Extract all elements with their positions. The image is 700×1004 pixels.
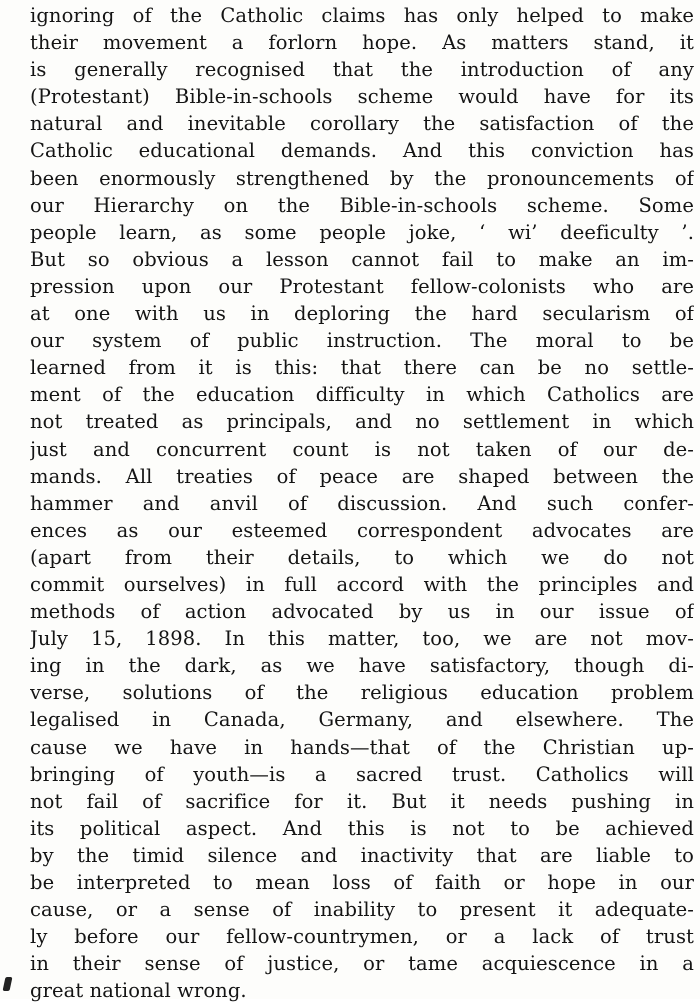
article-line: been enormously strengthened by the pronouncements of [30, 166, 694, 190]
article-line: verse, solutions of the religious education problem [30, 681, 694, 705]
article-line: great national wrong. [30, 979, 247, 1003]
article-line: ment of the education difficulty in which Catholics are [30, 383, 694, 407]
article-line: be interpreted to mean loss of faith or hope in our [30, 871, 694, 894]
article-line: commit ourselves) in full accord with the principles and [30, 572, 694, 596]
article-line: ences as our esteemed correspondent advocates are [30, 518, 694, 542]
article-line: its political aspect. And this is not to be achieved [30, 816, 694, 840]
article-line: their movement a forlorn hope. As matters stand, it [30, 31, 694, 55]
article-line: just and concurrent count is not taken of our de- [30, 437, 694, 461]
article-line: in their sense of justice, or tame acquiescence in a [30, 952, 694, 976]
article-line: ignoring of the Catholic claims has only helped to make [30, 4, 694, 27]
article-line: ing in the dark, as we have satisfactory, though di- [30, 654, 694, 678]
article-line: July 15, 1898. In this matter, too, we are not mov- [30, 627, 694, 651]
article-line: learned from it is this: that there can be no settle- [30, 356, 694, 380]
article-line: bringing of youth—is a sacred trust. Catholics will [30, 762, 694, 786]
article-line: (apart from their details, to which we do not [30, 545, 694, 569]
article-line: (Protestant) Bible-in-schools scheme would have for its [30, 85, 694, 109]
article-line: our system of public instruction. The moral to be [30, 329, 694, 353]
print-mark-icon [3, 977, 13, 991]
article-line: cause, or a sense of inability to present it adequate- [30, 898, 694, 922]
article-line: at one with us in deploring the hard secularism of [30, 302, 694, 326]
article-line: people learn, as some people joke, ‘ wi’ deeficulty ’. [30, 220, 694, 244]
article-line: pression upon our Protestant fellow-colonists who are [30, 274, 694, 298]
article-line: cause we have in hands—that of the Christian up- [30, 735, 694, 759]
article-line: legalised in Canada, Germany, and elsewhere. The [30, 708, 694, 732]
article-line: by the timid silence and inactivity that are liable to [30, 843, 694, 867]
article-line: mands. All treaties of peace are shaped between the [30, 464, 694, 488]
article-line: Catholic educational demands. And this conviction has [30, 139, 694, 163]
article-line: hammer and anvil of discussion. And such confer- [30, 491, 694, 515]
article-line: is generally recognised that the introduction of any [30, 58, 694, 82]
article-line: not fail of sacrifice for it. But it needs pushing in [30, 789, 694, 813]
article-line: methods of action advocated by us in our issue of [30, 600, 694, 624]
article-line: ly before our fellow-countrymen, or a lack of trust [30, 925, 694, 949]
article-column [30, 2, 694, 1004]
article-line: But so obvious a lesson cannot fail to make an im- [30, 247, 694, 271]
article-line: natural and inevitable corollary the satisfaction of the [30, 112, 694, 136]
article-line: our Hierarchy on the Bible-in-schools scheme. Some [30, 193, 694, 217]
article-line: not treated as principals, and no settlement in which [30, 410, 694, 434]
